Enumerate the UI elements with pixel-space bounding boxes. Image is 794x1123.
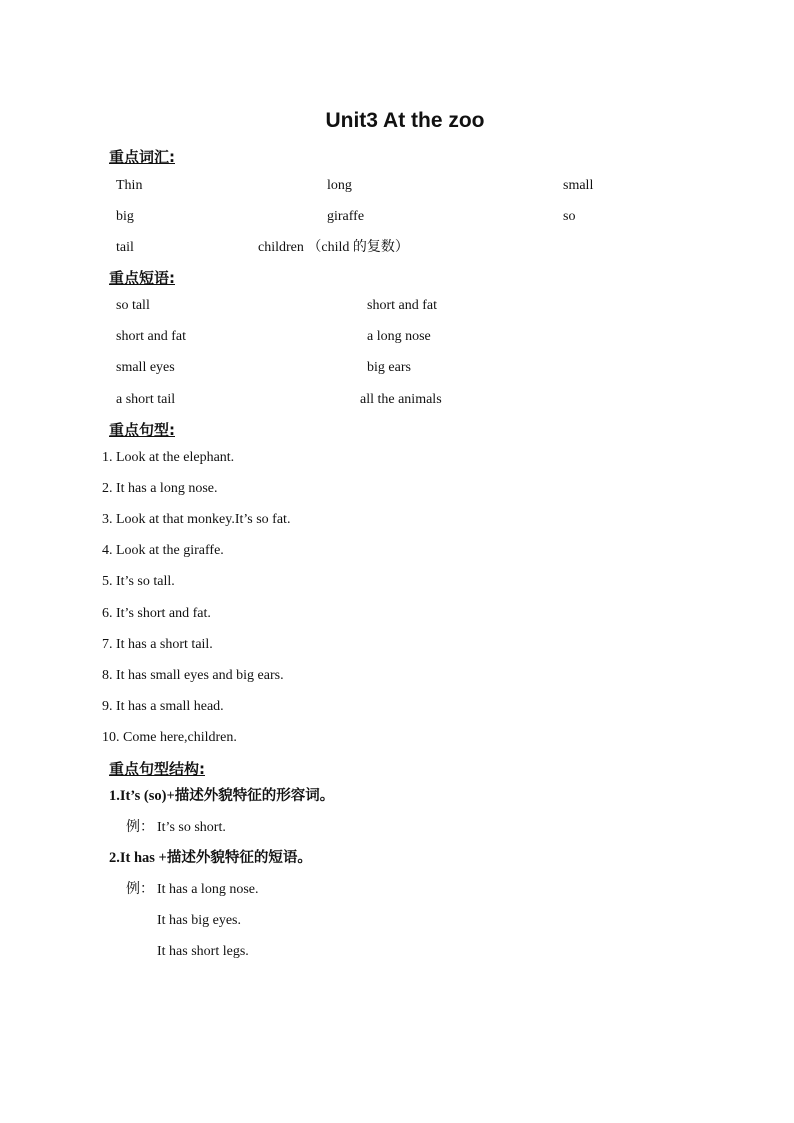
sentence-item: 6. It’s short and fat. [102,606,211,621]
sentence-item: 5. It’s so tall. [102,574,175,589]
vocab-word: so [563,209,576,224]
sentence-item: 10. Come here,children. [102,730,237,745]
vocab-word: small [563,178,594,193]
phrase-item: small eyes [116,360,175,375]
example-prefix: 例： [126,882,154,897]
sentence-item: 9. It has a small head. [102,699,224,714]
phrases-heading: 重点短语: [109,269,175,287]
example-sentence: It has short legs. [157,944,249,959]
vocab-heading: 重点词汇: [109,148,175,166]
phrase-item: a long nose [367,329,431,344]
page-title: Unit3 At the zoo [325,109,485,132]
sentence-item: 1. Look at the elephant. [102,450,235,465]
vocab-word: big [116,209,134,224]
sentence-item: 2. It has a long nose. [102,481,218,496]
structure-rule: 1.It’s (so)+描述外貌特征的形容词。 [109,788,335,804]
example-prefix: 例： [126,820,154,835]
sentence-item: 4. Look at the giraffe. [102,543,224,558]
vocab-word: tail [116,240,134,255]
structure-rule: 2.It has +描述外貌特征的短语。 [109,850,312,866]
vocab-word: Thin [116,178,143,193]
sentence-item: 8. It has small eyes and big ears. [102,668,284,683]
vocab-word: long [327,178,352,193]
example-sentence: It has big eyes. [157,913,241,928]
phrase-item: short and fat [367,298,437,313]
example-sentence: It has a long nose. [157,882,259,897]
sentences-heading: 重点句型: [109,421,175,439]
structures-heading: 重点句型结构: [109,760,205,778]
phrase-item: big ears [367,360,411,375]
phrase-item: a short tail [116,392,176,407]
vocab-word: giraffe [327,209,365,224]
vocab-word: children （child 的复数） [258,240,409,255]
example-sentence: It’s so short. [157,820,226,835]
phrase-item: short and fat [116,329,186,344]
phrase-item: all the animals [360,392,442,407]
phrase-item: so tall [116,298,150,313]
sentence-item: 7. It has a short tail. [102,637,213,652]
sentence-item: 3. Look at that monkey.It’s so fat. [102,512,291,527]
